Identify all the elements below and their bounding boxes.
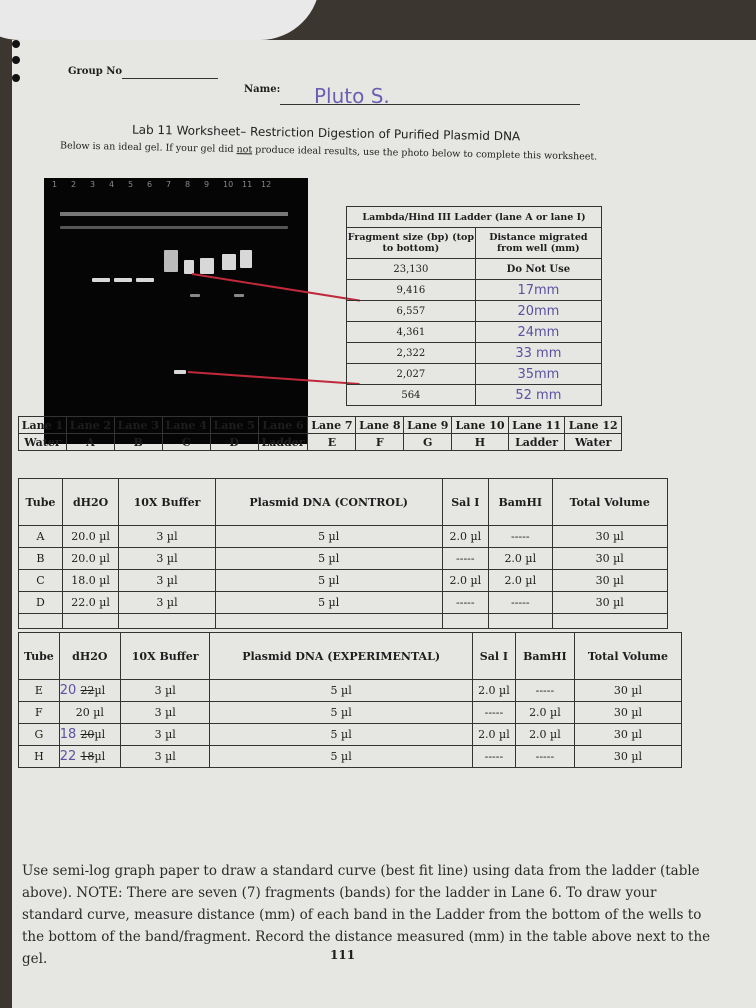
page-title: Lab 11 Worksheet– Restriction Digestion of Purified Plasmid DNA <box>131 122 521 144</box>
control-cell: 30 µl <box>552 592 668 614</box>
lane-label: Lane 3 <box>114 417 162 434</box>
experimental-total: 30 µl <box>574 746 681 768</box>
lane-content: Water <box>19 434 67 451</box>
control-row <box>19 548 668 570</box>
gel-lane-number: 7 <box>166 180 172 189</box>
gel-band <box>200 258 214 274</box>
experimental-header: Plasmid DNA (EXPERIMENTAL) <box>210 633 472 680</box>
lane-label: Lane 5 <box>210 417 258 434</box>
ladder-distance: 20mm <box>475 301 601 322</box>
gel-lane-number: 4 <box>109 180 115 189</box>
ladder-size: 2,322 <box>347 343 476 364</box>
gel-lane-number: 6 <box>147 180 153 189</box>
control-header: dH2O <box>62 479 118 526</box>
experimental-dna: 5 µl <box>210 724 472 746</box>
gel-lane-number: 1 <box>52 180 58 189</box>
experimental-bam: 2.0 µl <box>515 724 574 746</box>
lane-label: Lane 6 <box>258 417 308 434</box>
gel-band <box>234 294 244 297</box>
gel-lane-number: 12 <box>261 180 272 189</box>
ladder-distance: 24mm <box>475 322 601 343</box>
water-value: 20 µl <box>75 706 104 719</box>
ladder-table <box>346 206 602 406</box>
experimental-tube: G <box>19 724 60 746</box>
control-cell: ----- <box>442 548 488 570</box>
control-cell: 2.0 µl <box>442 526 488 548</box>
page-number: 111 <box>330 948 356 962</box>
binder-hole <box>12 74 20 82</box>
ladder-size: 9,416 <box>347 280 476 301</box>
struck-value: 20 <box>80 728 95 741</box>
gel-lane-number: 3 <box>90 180 96 189</box>
lane-content: F <box>356 434 404 451</box>
control-header: Plasmid DNA (CONTROL) <box>215 479 442 526</box>
struck-value: 22 <box>80 684 95 697</box>
experimental-bam: ----- <box>515 680 574 702</box>
control-cell: 2.0 µl <box>442 570 488 592</box>
lane-content: G <box>404 434 452 451</box>
experimental-water <box>59 680 120 702</box>
ladder-distance: 17mm <box>475 280 601 301</box>
ladder-row <box>347 301 602 322</box>
gel-lane-number: 8 <box>185 180 191 189</box>
experimental-buffer: 3 µl <box>120 702 209 724</box>
name-label: Name: <box>244 84 281 95</box>
lane-label: Lane 11 <box>508 417 565 434</box>
experimental-buffer: 3 µl <box>120 680 209 702</box>
lane-label: Lane 1 <box>19 417 67 434</box>
lane-label: Lane 12 <box>565 417 622 434</box>
control-header: 10X Buffer <box>119 479 215 526</box>
ladder-row <box>347 385 602 406</box>
ladder-size: 23,130 <box>347 259 476 280</box>
group-line <box>122 78 218 79</box>
experimental-dna: 5 µl <box>210 680 472 702</box>
control-header: Sal I <box>442 479 488 526</box>
experimental-total: 30 µl <box>574 724 681 746</box>
experimental-row <box>19 746 682 768</box>
lane-table <box>18 416 622 451</box>
gel-band <box>240 250 252 268</box>
ladder-row <box>347 322 602 343</box>
lane-content: D <box>210 434 258 451</box>
control-cell: 3 µl <box>119 592 215 614</box>
experimental-water <box>59 746 120 768</box>
experimental-row <box>19 724 682 746</box>
control-cell: 5 µl <box>215 526 442 548</box>
gel-lane-number: 10 <box>223 180 234 189</box>
gel-band <box>164 250 178 272</box>
control-cell: 20.0 µl <box>62 526 118 548</box>
gel-lane-number: 9 <box>204 180 210 189</box>
experimental-buffer: 3 µl <box>120 724 209 746</box>
control-cell: 30 µl <box>552 526 668 548</box>
experimental-total: 30 µl <box>574 702 681 724</box>
experimental-dna: 5 µl <box>210 746 472 768</box>
control-cell: 3 µl <box>119 548 215 570</box>
control-row <box>19 592 668 614</box>
control-header: Tube <box>19 479 63 526</box>
experimental-water <box>59 724 120 746</box>
ladder-distance: 35mm <box>475 364 601 385</box>
control-header: BamHI <box>489 479 552 526</box>
ladder-size: 2,027 <box>347 364 476 385</box>
experimental-header: Total Volume <box>574 633 681 680</box>
ladder-distance: 52 mm <box>475 385 601 406</box>
experimental-header: dH2O <box>59 633 120 680</box>
control-cell: ----- <box>442 592 488 614</box>
experimental-sal: 2.0 µl <box>472 680 515 702</box>
handwritten-value: 22 <box>59 749 81 764</box>
group-label: Group No <box>68 66 123 77</box>
control-row <box>19 570 668 592</box>
gel-band <box>60 226 288 229</box>
binder-hole <box>12 56 20 64</box>
gel-band <box>222 254 236 270</box>
experimental-table <box>18 632 682 768</box>
control-cell: 30 µl <box>552 570 668 592</box>
ladder-col-size: Fragment size (bp) (top to bottom) <box>347 228 476 259</box>
control-cell: ----- <box>489 592 552 614</box>
gel-band <box>184 260 194 274</box>
control-cell: 5 µl <box>215 592 442 614</box>
experimental-header: Sal I <box>472 633 515 680</box>
control-cell: 30 µl <box>552 548 668 570</box>
experimental-header: 10X Buffer <box>120 633 209 680</box>
gel-well-row <box>60 212 288 216</box>
experimental-bam: ----- <box>515 746 574 768</box>
control-cell: 22.0 µl <box>62 592 118 614</box>
struck-value: 18 <box>80 750 95 763</box>
gel-lane-number: 2 <box>71 180 77 189</box>
control-cell: C <box>19 570 63 592</box>
experimental-bam: 2.0 µl <box>515 702 574 724</box>
control-cell: 5 µl <box>215 548 442 570</box>
background-glare <box>0 0 320 40</box>
experimental-total: 30 µl <box>574 680 681 702</box>
unit-label: µl <box>94 750 106 763</box>
lane-label: Lane 10 <box>452 417 509 434</box>
handwritten-value: 20 <box>59 683 81 698</box>
lane-content: C <box>162 434 210 451</box>
gel-band <box>114 278 132 282</box>
unit-label: µl <box>94 684 106 697</box>
lane-content: A <box>66 434 114 451</box>
ladder-size: 4,361 <box>347 322 476 343</box>
ladder-distance: 33 mm <box>475 343 601 364</box>
control-header: Total Volume <box>552 479 668 526</box>
gel-lane-number: 5 <box>128 180 134 189</box>
experimental-row <box>19 680 682 702</box>
control-cell: ----- <box>489 526 552 548</box>
control-cell: 2.0 µl <box>489 570 552 592</box>
instructions-paragraph: Use semi-log graph paper to draw a standard curve (best fit line) using data from the ladder (table above). NOTE: There are seven (7) fragments (bands) for the ladder in Lane 6. To draw your standard curve, measure distance (mm) of each band in the Ladder from the bottom of the wells to the bottom of the band/fragment. Record the distance measured (mm) in the table above next to the gel. <box>22 863 711 967</box>
control-cell: 3 µl <box>119 570 215 592</box>
ladder-row <box>347 280 602 301</box>
control-cell: A <box>19 526 63 548</box>
experimental-sal: 2.0 µl <box>472 724 515 746</box>
experimental-tube: F <box>19 702 60 724</box>
control-table <box>18 478 668 629</box>
control-cell: 5 µl <box>215 570 442 592</box>
control-cell: 20.0 µl <box>62 548 118 570</box>
ladder-row <box>347 364 602 385</box>
gel-lane-number: 11 <box>242 180 253 189</box>
control-cell: D <box>19 592 63 614</box>
experimental-row <box>19 702 682 724</box>
control-cell: 2.0 µl <box>489 548 552 570</box>
ladder-distance: Do Not Use <box>475 259 601 280</box>
worksheet-page <box>12 40 756 1008</box>
lane-label: Lane 7 <box>308 417 356 434</box>
experimental-buffer: 3 µl <box>120 746 209 768</box>
lane-content: E <box>308 434 356 451</box>
experimental-sal: ----- <box>472 746 515 768</box>
binder-hole <box>12 40 20 48</box>
control-cell: 3 µl <box>119 526 215 548</box>
experimental-tube: E <box>19 680 60 702</box>
handwritten-value: 18 <box>59 727 81 742</box>
experimental-water <box>59 702 120 724</box>
experimental-header: BamHI <box>515 633 574 680</box>
experimental-header: Tube <box>19 633 60 680</box>
lane-label: Lane 4 <box>162 417 210 434</box>
gel-band <box>190 294 200 297</box>
experimental-sal: ----- <box>472 702 515 724</box>
gel-photo <box>44 178 308 444</box>
ladder-row <box>347 343 602 364</box>
control-row <box>19 526 668 548</box>
intro-text: Below is an ideal gel. If your gel did not produce ideal results, use the photo below to complete this worksheet. <box>59 140 598 163</box>
ladder-row <box>347 259 602 280</box>
experimental-dna: 5 µl <box>210 702 472 724</box>
name-value: Pluto S. <box>314 84 390 108</box>
gel-band <box>92 278 110 282</box>
lane-content: Water <box>565 434 622 451</box>
lane-label: Lane 8 <box>356 417 404 434</box>
experimental-tube: H <box>19 746 60 768</box>
ladder-size: 564 <box>347 385 476 406</box>
lane-content: H <box>452 434 509 451</box>
ladder-size: 6,557 <box>347 301 476 322</box>
ladder-title: Lambda/Hind III Ladder (lane A or lane I) <box>347 207 602 228</box>
control-cell: 18.0 µl <box>62 570 118 592</box>
gel-band <box>174 370 186 374</box>
control-cell: B <box>19 548 63 570</box>
lane-content: B <box>114 434 162 451</box>
unit-label: µl <box>94 728 106 741</box>
gel-band <box>136 278 154 282</box>
lane-label: Lane 9 <box>404 417 452 434</box>
lane-label: Lane 2 <box>66 417 114 434</box>
ladder-col-distance: Distance migrated from well (mm) <box>475 228 601 259</box>
lane-content: Ladder <box>258 434 308 451</box>
lane-content: Ladder <box>508 434 565 451</box>
